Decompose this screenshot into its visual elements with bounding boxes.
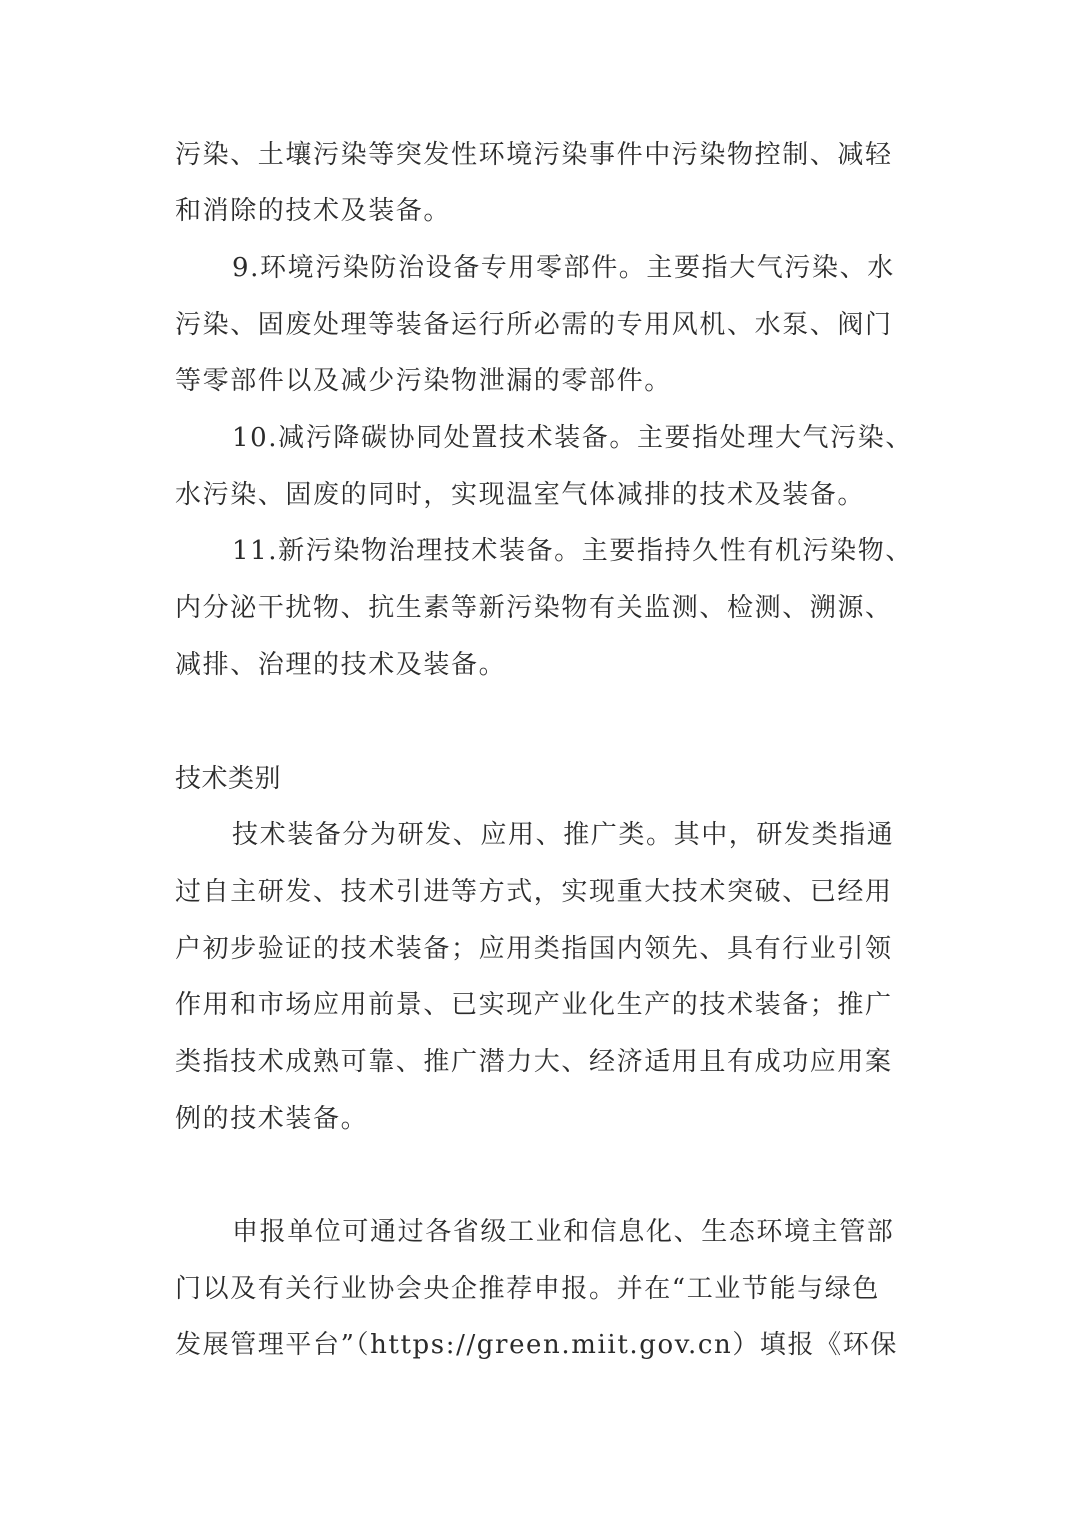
paragraph-line: 作用和市场应用前景、已实现产业化生产的技术装备；推广 <box>175 990 893 1020</box>
paragraph-line: 等零部件以及减少污染物泄漏的零部件。 <box>175 366 672 396</box>
paragraph-line: 水污染、固废的同时，实现温室气体减排的技术及装备。 <box>175 480 866 510</box>
paragraph-line: 9.环境污染防治设备专用零部件。主要指大气污染、水 <box>232 253 895 283</box>
paragraph-line: 户初步验证的技术装备；应用类指国内领先、具有行业引领 <box>175 934 893 964</box>
paragraph-line: 内分泌干扰物、抗生素等新污染物有关监测、检测、溯源、 <box>175 593 893 623</box>
paragraph-line: 10.减污降碳协同处置技术装备。主要指处理大气污染、 <box>232 423 913 453</box>
paragraph-line: 发展管理平台”（https://green.miit.gov.cn）填报《环保 <box>175 1330 898 1360</box>
paragraph-line: 减排、治理的技术及装备。 <box>175 650 507 680</box>
paragraph-line: 例的技术装备。 <box>175 1104 369 1134</box>
paragraph-line: 过自主研发、技术引进等方式，实现重大技术突破、已经用 <box>175 877 893 907</box>
paragraph-line: 类指技术成熟可靠、推广潜力大、经济适用且有成功应用案 <box>175 1047 893 1077</box>
paragraph-line: 申报单位可通过各省级工业和信息化、生态环境主管部 <box>232 1217 895 1247</box>
paragraph-line: 11.新污染物治理技术装备。主要指持久性有机污染物、 <box>232 536 913 566</box>
paragraph-line: 污染、固废处理等装备运行所必需的专用风机、水泵、阀门 <box>175 310 893 340</box>
paragraph-line: 技术装备分为研发、应用、推广类。其中，研发类指通 <box>232 820 895 850</box>
paragraph-line: 和消除的技术及装备。 <box>175 196 452 226</box>
paragraph-line: 污染、土壤污染等突发性环境污染事件中污染物控制、减轻 <box>175 140 893 170</box>
section-heading: 技术类别 <box>175 764 282 794</box>
paragraph-line: 门以及有关行业协会央企推荐申报。并在“工业节能与绿色 <box>175 1274 880 1304</box>
